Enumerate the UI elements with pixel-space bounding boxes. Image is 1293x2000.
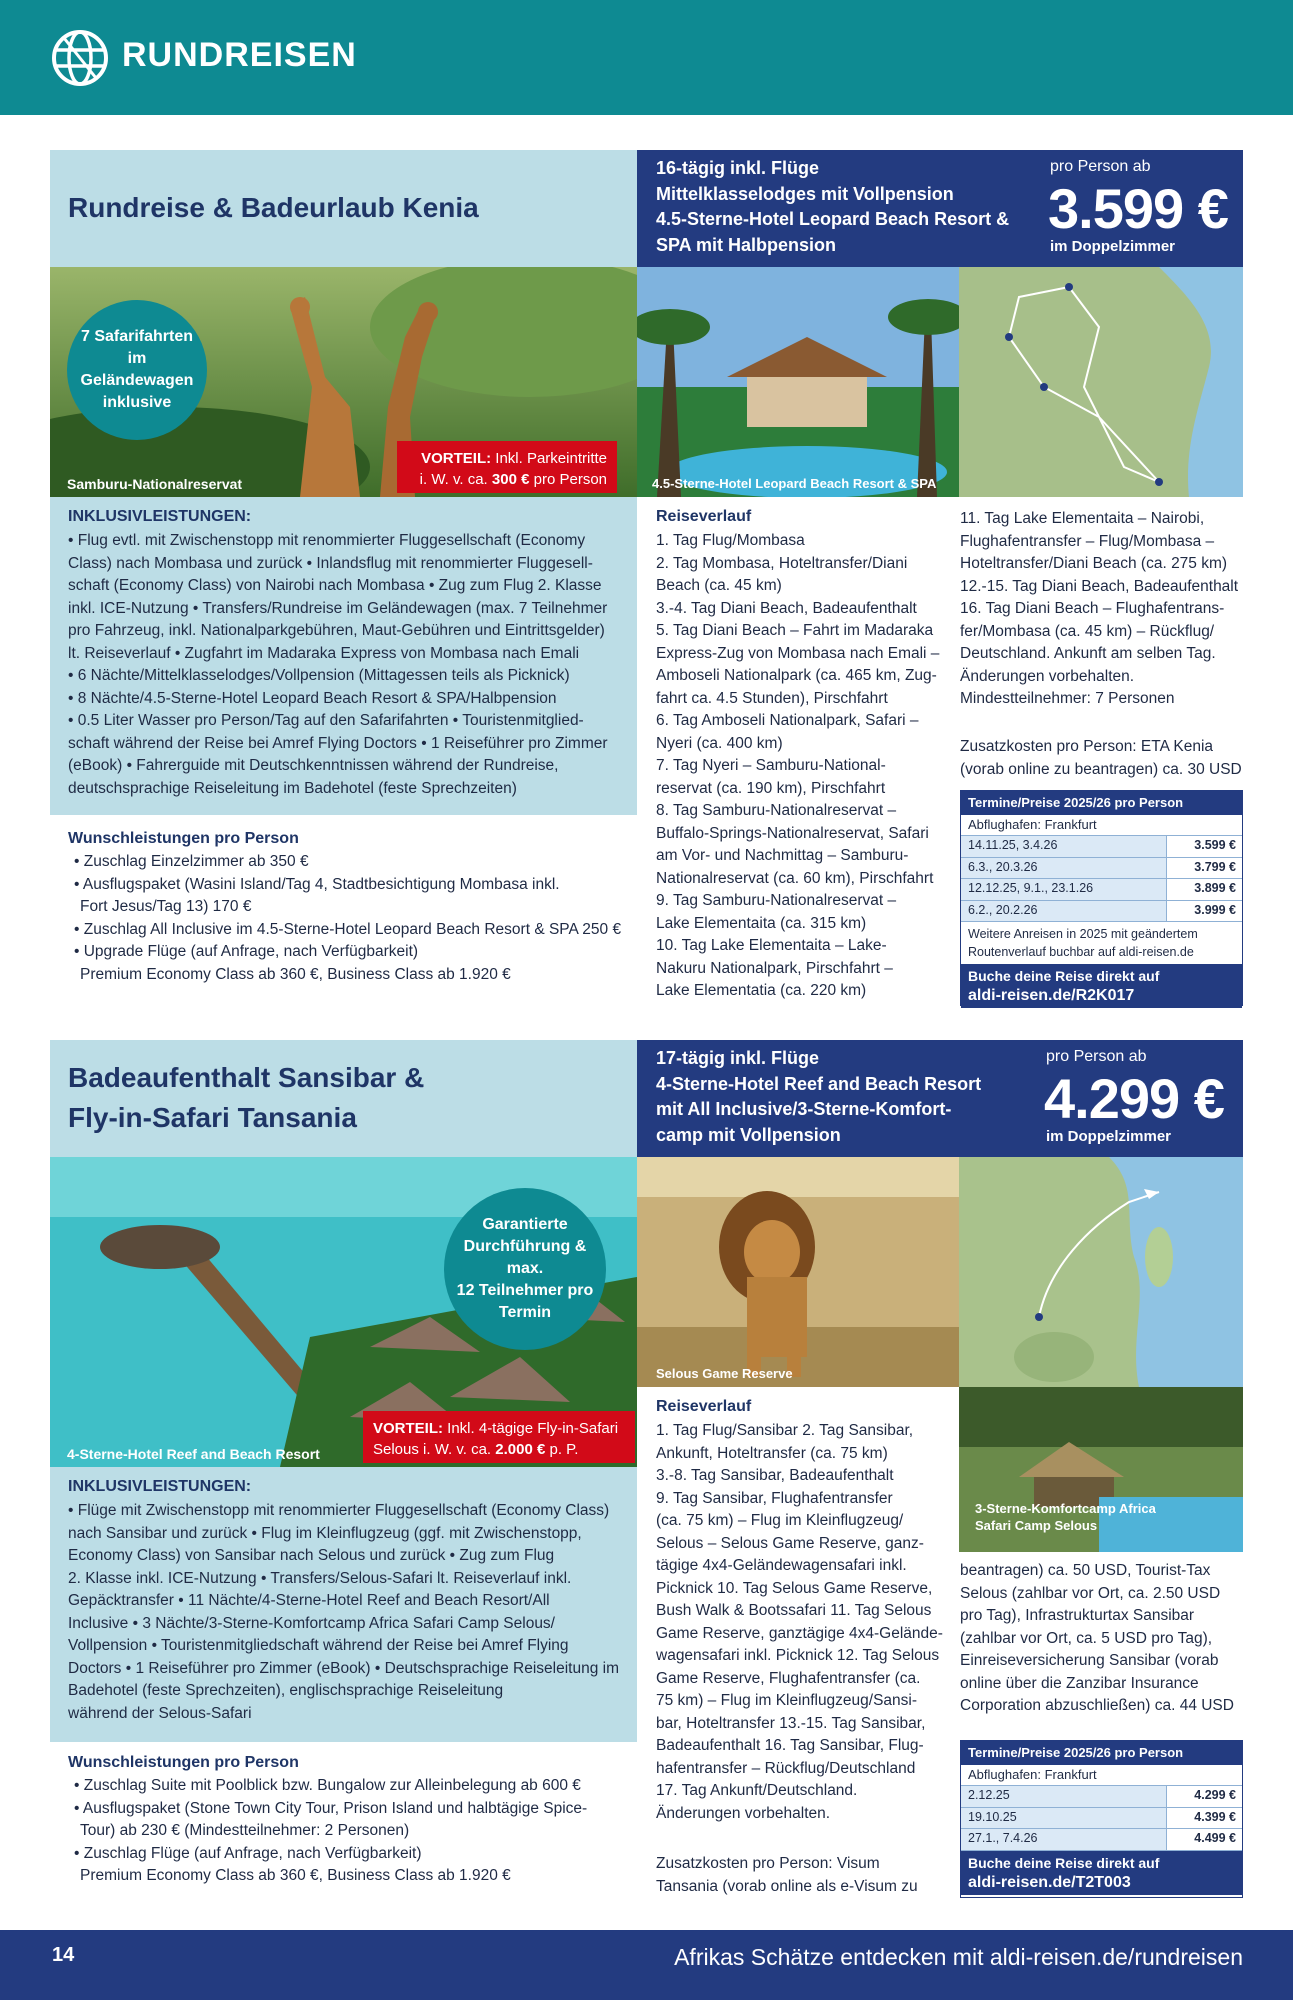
wunsch-item: Premium Economy Class ab 360 €, Business Class ab 1.920 € (80, 965, 511, 983)
offer1-badge-line: 7 Safarifahrten im (80, 328, 194, 367)
offer1-badge-line: Geländewagen (80, 372, 194, 389)
route-line: online über die Zanzibar Insurance (960, 1674, 1199, 1692)
route-line: 10. Tag Lake Elementaita – Lake- (656, 937, 887, 954)
route-line: (zahlbar vor Ort, ca. 5 USD pro Tag), (960, 1629, 1213, 1647)
offer1-incl-text (68, 530, 628, 800)
hotel-photo (637, 267, 959, 497)
row-dates: 2.12.25 (961, 1786, 1166, 1807)
wunsch-item: • Zuschlag Suite mit Poolblick bzw. Bungalow zur Alleinbelegung ab 600 € (74, 1777, 581, 1794)
offer1-incl-heading: INKLUSIVLEISTUNGEN: (68, 508, 252, 525)
incl-line: schaft während der Reise bei Amref Flying Doctors • 1 Reiseführer pro Zimmer (68, 734, 608, 752)
offer1-info-line: 4.5-Sterne-Hotel Leopard Beach Resort & (656, 209, 1010, 229)
route-line: 7. Tag Nyeri – Samburu-National- (656, 757, 886, 774)
offer1-vorteil-box (397, 441, 617, 493)
table-row (961, 836, 1242, 858)
route-line: 5. Tag Diani Beach – Fahrt im Madaraka (656, 622, 934, 639)
offer1-route-col2 (960, 508, 1243, 711)
incl-line: • 6 Nächte/Mittelklasselodges/Vollpension (Mittagessen teils als Picknick) (68, 667, 570, 684)
route-line: reservat (ca. 190 km), Pirschfahrt (656, 779, 886, 797)
table-airport: Abflughafen: Frankfurt (961, 1765, 1242, 1786)
route-line: Bush Walk & Bootssafari 11. Tag Selous (656, 1602, 932, 1619)
route-line: Picknick 10. Tag Selous Game Reserve, (656, 1579, 933, 1597)
route-line: 3.-8. Tag Sansibar, Badeaufenthalt (656, 1467, 894, 1484)
route-line: am Vor- und Nachmittag – Samburu- (656, 847, 909, 864)
incl-line: Badehotel (feste Sprechzeiten), englischsprachige Reiseleitung (68, 1682, 504, 1699)
offer2-badge (444, 1188, 606, 1350)
route-line: 1. Tag Flug/Sansibar 2. Tag Sansibar, (656, 1422, 914, 1439)
route-line: tägige 4x4-Geländewagensafari inkl. (656, 1557, 907, 1574)
route-line: pro Tag), Infrastrukturtax Sansibar (960, 1607, 1195, 1624)
wunsch-item: • Zuschlag Einzelzimmer ab 350 € (74, 853, 309, 870)
route-line: Beach (ca. 45 km) (656, 577, 782, 594)
route-line: Nakuru Nationalpark, Pirschfahrt – (656, 959, 893, 977)
caption-line: 3-Sterne-Komfortcamp Africa (975, 1501, 1156, 1516)
row-price: 3.999 € (1166, 901, 1242, 922)
route-line: 6. Tag Amboseli Nationalpark, Safari – (656, 712, 919, 729)
offer2-price: 4.299 € (1044, 1067, 1224, 1130)
incl-line: inkl. ICE-Nutzung • Transfers/Rundreise im Geländewagen (max. 7 Teilnehmer (68, 599, 608, 617)
route-line: fer/Mombasa (ca. 45 km) – Rückflug/ (960, 622, 1215, 640)
row-dates: 19.10.25 (961, 1808, 1166, 1829)
wunsch-item: • Ausflugspaket (Wasini Island/Tag 4, Stadtbesichtigung Mombasa inkl. (74, 875, 560, 893)
route-line: 16. Tag Diani Beach – Flughafentrans- (960, 600, 1225, 617)
route-line: Einreiseversicherung Sansibar (vorab (960, 1652, 1219, 1669)
offer1-price-table (960, 790, 1243, 1006)
note-line: Weitere Anreisen in 2025 mit geändertem (968, 927, 1198, 941)
offer2-badge-line: 12 Teilnehmer pro (456, 1282, 594, 1299)
wunsch-item: Fort Jesus/Tag 13) 170 € (80, 898, 252, 915)
incl-line: • 0.5 Liter Wasser pro Person/Tag auf den Safarifahrten • Touristenmitglied- (68, 712, 584, 729)
incl-line: schaft (Economy Class) von Nairobi nach Mombasa • Zug zum Flug 2. Klasse (68, 577, 602, 594)
incl-line: Class) nach Mombasa und zurück • Inlandsflug mit renommierter Fluggesell- (68, 554, 593, 572)
offer2-photo2-caption: Selous Game Reserve (656, 1366, 793, 1381)
route-line: Selous (zahlbar vor Ort, ca. 2.50 USD (960, 1584, 1221, 1602)
row-dates: 6.3., 20.3.26 (961, 858, 1166, 879)
row-dates: 27.1., 7.4.26 (961, 1829, 1166, 1850)
incl-line: während der Selous-Safari (68, 1704, 252, 1722)
incl-line: Economy Class) von Sansibar nach Selous und zurück • Zug zum Flug (68, 1547, 555, 1564)
page-title: RUNDREISEN (122, 36, 357, 74)
table-note (961, 922, 1242, 964)
vorteil-label: VORTEIL: (421, 450, 492, 467)
route-line: Deutschland. Ankunft am selben Tag. (960, 645, 1216, 662)
offer2-title-line: Fly-in-Safari Tansania (68, 1102, 357, 1133)
route-map-tansania (959, 1157, 1243, 1387)
vorteil-text: Inkl. Parkeintritte (495, 450, 607, 467)
vorteil-suffix: p. P. (549, 1441, 579, 1458)
route-line: Mindestteilnehmer: 7 Personen (960, 690, 1175, 707)
row-dates: 6.2., 20.2.26 (961, 901, 1166, 922)
booking-link[interactable] (961, 964, 1242, 1008)
vorteil-label: VORTEIL: (373, 1420, 443, 1437)
offer2-extra-costs (656, 1853, 948, 1898)
route-line: Änderungen vorbehalten. (960, 667, 1135, 685)
route-line: 17. Tag Ankunft/Deutschland. (656, 1782, 858, 1799)
route-line: Corporation abzuschließen) ca. 44 USD (960, 1697, 1234, 1714)
vorteil-text2: Selous i. W. v. ca. (373, 1441, 492, 1458)
route-line: Ankunft, Hoteltransfer (ca. 75 km) (656, 1444, 888, 1462)
wunsch-item: Tour) ab 230 € (Mindestteilnehmer: 2 Personen) (80, 1822, 410, 1839)
booking-line: Buche deine Reise direkt auf (968, 968, 1160, 984)
route-line: Flughafentransfer – Flug/Mombasa – (960, 532, 1215, 550)
offer1-route-heading: Reiseverlauf (656, 508, 752, 525)
row-price: 4.299 € (1166, 1786, 1242, 1807)
booking-line: Buche deine Reise direkt auf (968, 1854, 1160, 1871)
vorteil-amount: 300 € (491, 471, 530, 488)
route-line: (ca. 75 km) – Flug im Kleinflugzeug/ (656, 1512, 904, 1529)
footer-link[interactable]: Afrikas Schätze entdecken mit aldi-reisen.de/rundreisen (674, 1944, 1243, 1970)
incl-line: lt. Reiseverlauf • Zugfahrt im Madaraka Express von Mombasa nach Emali (68, 644, 580, 662)
vorteil-suffix: pro Person (533, 471, 607, 488)
row-price: 4.399 € (1166, 1808, 1242, 1829)
vorteil-amount: 2.000 € (495, 1441, 546, 1458)
offer2-photo1-caption: 4-Sterne-Hotel Reef and Beach Resort (67, 1446, 320, 1462)
row-price: 4.499 € (1166, 1829, 1242, 1850)
offer1-room: im Doppelzimmer (1050, 238, 1176, 255)
offer1-extra-costs (960, 736, 1243, 781)
offer1-info-line: Mittelklasselodges mit Vollpension (656, 183, 954, 204)
route-line: 2. Tag Mombasa, Hoteltransfer/Diani (656, 554, 908, 572)
route-line: Nyeri (ca. 400 km) (656, 734, 783, 752)
offer2-route-heading: Reiseverlauf (656, 1398, 752, 1415)
table-row (961, 858, 1242, 880)
extra-line: Zusatzkosten pro Person: ETA Kenia (960, 738, 1214, 755)
incl-line: pro Fahrzeug, inkl. Nationalparkgebühren, Maut-Gebühren und Eintrittsgelder) (68, 622, 605, 639)
incl-line: 2. Klasse inkl. ICE-Nutzung • Transfers/Selous-Safari lt. Reiseverlauf inkl. (68, 1569, 572, 1587)
route-line: Buffalo-Springs-Nationalreservat, Safari (656, 824, 929, 842)
route-map-kenia (959, 267, 1243, 497)
route-line: Game Reserve, ganztägige 4x4-Gelände- (656, 1624, 943, 1642)
row-price: 3.899 € (1166, 879, 1242, 900)
table-row (961, 901, 1242, 923)
table-heading: Termine/Preise 2025/26 pro Person (961, 791, 1242, 815)
incl-line: deutschsprachige Reiseleitung im Badehotel (feste Sprechzeiten) (68, 779, 517, 797)
route-line: 11. Tag Lake Elementaita – Nairobi, (960, 510, 1205, 527)
table-airport: Abflughafen: Frankfurt (961, 815, 1242, 836)
caption-line: Safari Camp Selous (975, 1518, 1098, 1533)
incl-line: Vollpension • Touristenmitgliedschaft während der Reise bei Amref Flying (68, 1637, 569, 1654)
row-price: 3.599 € (1166, 836, 1242, 857)
offer2-per-person: pro Person ab (1046, 1048, 1147, 1065)
incl-line: Inclusive • 3 Nächte/3-Sterne-Komfortcamp Africa Safari Camp Selous/ (68, 1614, 555, 1632)
offer2-info-line: camp mit Vollpension (656, 1124, 841, 1145)
offer2-badge-line: Durchführung & max. (463, 1238, 587, 1277)
offer1-wunsch-heading: Wunschleistungen pro Person (68, 830, 299, 847)
row-dates: 14.11.25, 3.4.26 (961, 836, 1166, 857)
offer1-title: Rundreise & Badeurlaub Kenia (68, 192, 479, 223)
offer2-badge-line: Termin (498, 1304, 552, 1321)
route-line: Lake Elementaita (ca. 315 km) (656, 914, 867, 932)
offer1-badge-line: inklusive (102, 394, 172, 411)
row-price: 3.799 € (1166, 858, 1242, 879)
table-heading: Termine/Preise 2025/26 pro Person (961, 1741, 1242, 1765)
route-line: 3.-4. Tag Diani Beach, Badeaufenthalt (656, 599, 917, 617)
route-line: Hoteltransfer/Diani Beach (ca. 275 km) (960, 555, 1228, 572)
incl-line: • 8 Nächte/4.5-Sterne-Hotel Leopard Beach Resort & SPA/Halbpension (68, 689, 557, 707)
route-line: Badeaufenthalt 16. Tag Sansibar, Flug- (656, 1737, 924, 1754)
table-row (961, 1808, 1242, 1830)
offer2-info-lines (656, 1046, 981, 1148)
wunsch-item: • Ausflugspaket (Stone Town City Tour, Prison Island und halbtägige Spice- (74, 1799, 588, 1817)
offer1-wunsch-list (68, 851, 633, 986)
offer2-photo3-caption (975, 1500, 1156, 1534)
wunsch-item: • Zuschlag All Inclusive im 4.5-Sterne-Hotel Leopard Beach Resort & SPA 250 € (74, 920, 622, 938)
route-line: 8. Tag Samburu-Nationalreservat – (656, 802, 897, 819)
route-line: Lake Elementatia (ca. 220 km) (656, 982, 867, 999)
route-line: 75 km) – Flug im Kleinflugzeug/Sansi- (656, 1692, 918, 1709)
extra-line: Zusatzkosten pro Person: Visum (656, 1855, 880, 1872)
offer2-route-col1 (656, 1420, 948, 1825)
route-line: bar, Hoteltransfer 13.-15. Tag Sansibar, (656, 1714, 926, 1732)
extra-line: (vorab online zu beantragen) ca. 30 USD (960, 760, 1242, 778)
offer1-photo1-caption: Samburu-Nationalreservat (67, 476, 243, 492)
route-line: Game Reserve, Flughafentransfer (ca. (656, 1669, 921, 1687)
route-line: 12.-15. Tag Diani Beach, Badeaufenthalt (960, 577, 1239, 595)
route-line: beantragen) ca. 50 USD, Tourist-Tax (960, 1562, 1211, 1579)
globe-icon (50, 28, 110, 88)
route-line: Änderungen vorbehalten. (656, 1804, 831, 1822)
wunsch-item: • Zuschlag Flüge (auf Anfrage, nach Verfügbarkeit) (74, 1844, 422, 1862)
offer2-title (68, 1058, 424, 1138)
offer2-route-col2 (960, 1560, 1243, 1718)
incl-line: nach Sansibar und zurück • Flug im Kleinflugzeug (ggf. mit Zwischenstopp, (68, 1524, 582, 1542)
incl-line: (eBook) • Fahrerguide mit Deutschkenntnissen während der Rundreise, (68, 757, 559, 774)
table-row (961, 879, 1242, 901)
offer2-incl-text (68, 1500, 633, 1725)
row-dates: 12.12.25, 9.1., 23.1.26 (961, 879, 1166, 900)
offer1-badge (67, 300, 207, 440)
route-line: Nationalreservat (ca. 60 km), Pirschfahrt (656, 869, 934, 887)
offer1-per-person: pro Person ab (1050, 158, 1151, 175)
route-line: hafentransfer – Rückflug/Deutschland (656, 1759, 916, 1777)
offer2-room: im Doppelzimmer (1046, 1128, 1172, 1145)
incl-line: • Flüge mit Zwischenstopp mit renommierter Fluggesellschaft (Economy Class) (68, 1502, 610, 1519)
offer1-info-lines (656, 156, 1009, 258)
offer2-vorteil-box (363, 1411, 635, 1463)
booking-url[interactable]: aldi-reisen.de/T2T003 (968, 1873, 1131, 1891)
offer2-badge-line: Garantierte (482, 1216, 568, 1233)
wunsch-item: • Upgrade Flüge (auf Anfrage, nach Verfügbarkeit) (74, 943, 419, 960)
incl-line: Doctors • 1 Reiseführer pro Zimmer (eBook) • Deutschsprachige Reiseleitung im (68, 1659, 619, 1677)
table-row (961, 1829, 1242, 1851)
booking-url[interactable]: aldi-reisen.de/R2K017 (968, 987, 1135, 1004)
note-line: Routenverlauf buchbar auf aldi-reisen.de (968, 945, 1194, 959)
incl-line: Gepäcktransfer • 11 Nächte/4-Sterne-Hotel Reef and Beach Resort/All (68, 1592, 550, 1609)
route-line: wagensafari inkl. Picknick 12. Tag Selous (656, 1647, 940, 1664)
offer2-price-table (960, 1740, 1243, 1898)
offer2-wunsch-list (68, 1775, 633, 1888)
offer1-price: 3.599 € (1048, 177, 1228, 240)
route-line: 9. Tag Sansibar, Flughafentransfer (656, 1489, 893, 1507)
offer2-info-line: 17-tägig inkl. Flüge (656, 1048, 820, 1068)
vorteil-text: Inkl. 4-tägige Fly-in-Safari (447, 1420, 619, 1437)
offer1-info-line: SPA mit Halbpension (656, 234, 837, 255)
offer2-title-line: Badeaufenthalt Sansibar & (68, 1062, 425, 1093)
page-number: 14 (52, 1944, 75, 1966)
vorteil-text2: i. W. v. ca. (419, 471, 488, 488)
offer2-wunsch-heading: Wunschleistungen pro Person (68, 1754, 299, 1771)
route-line: Amboseli Nationalpark (ca. 465 km, Zug- (656, 667, 937, 684)
route-line: Selous – Selous Game Reserve, ganz- (656, 1534, 924, 1552)
offer1-route-col1 (656, 530, 948, 1003)
incl-line: • Flug evtl. mit Zwischenstopp mit renommierter Fluggesellschaft (Economy (68, 532, 586, 549)
route-line: fahrt ca. 4.5 Stunden), Pirschfahrt (656, 689, 888, 707)
route-line: 1. Tag Flug/Mombasa (656, 532, 805, 549)
table-row (961, 1786, 1242, 1808)
offer2-incl-heading: INKLUSIVLEISTUNGEN: (68, 1478, 252, 1495)
extra-line: Tansania (vorab online als e-Visum zu (656, 1877, 918, 1895)
offer1-info-line: 16-tägig inkl. Flüge (656, 158, 820, 178)
lion-photo (637, 1157, 959, 1387)
route-line: Express-Zug von Mombasa nach Emali – (656, 644, 940, 662)
wunsch-item: Premium Economy Class ab 360 €, Business Class ab 1.920 € (80, 1867, 511, 1884)
booking-link[interactable] (961, 1851, 1242, 1895)
offer1-photo2-caption: 4.5-Sterne-Hotel Leopard Beach Resort & SPA (652, 476, 937, 491)
offer2-info-line: 4-Sterne-Hotel Reef and Beach Resort (656, 1073, 982, 1094)
offer2-info-line: mit All Inclusive/3-Sterne-Komfort- (656, 1099, 952, 1119)
route-line: 9. Tag Samburu-Nationalreservat – (656, 892, 897, 909)
